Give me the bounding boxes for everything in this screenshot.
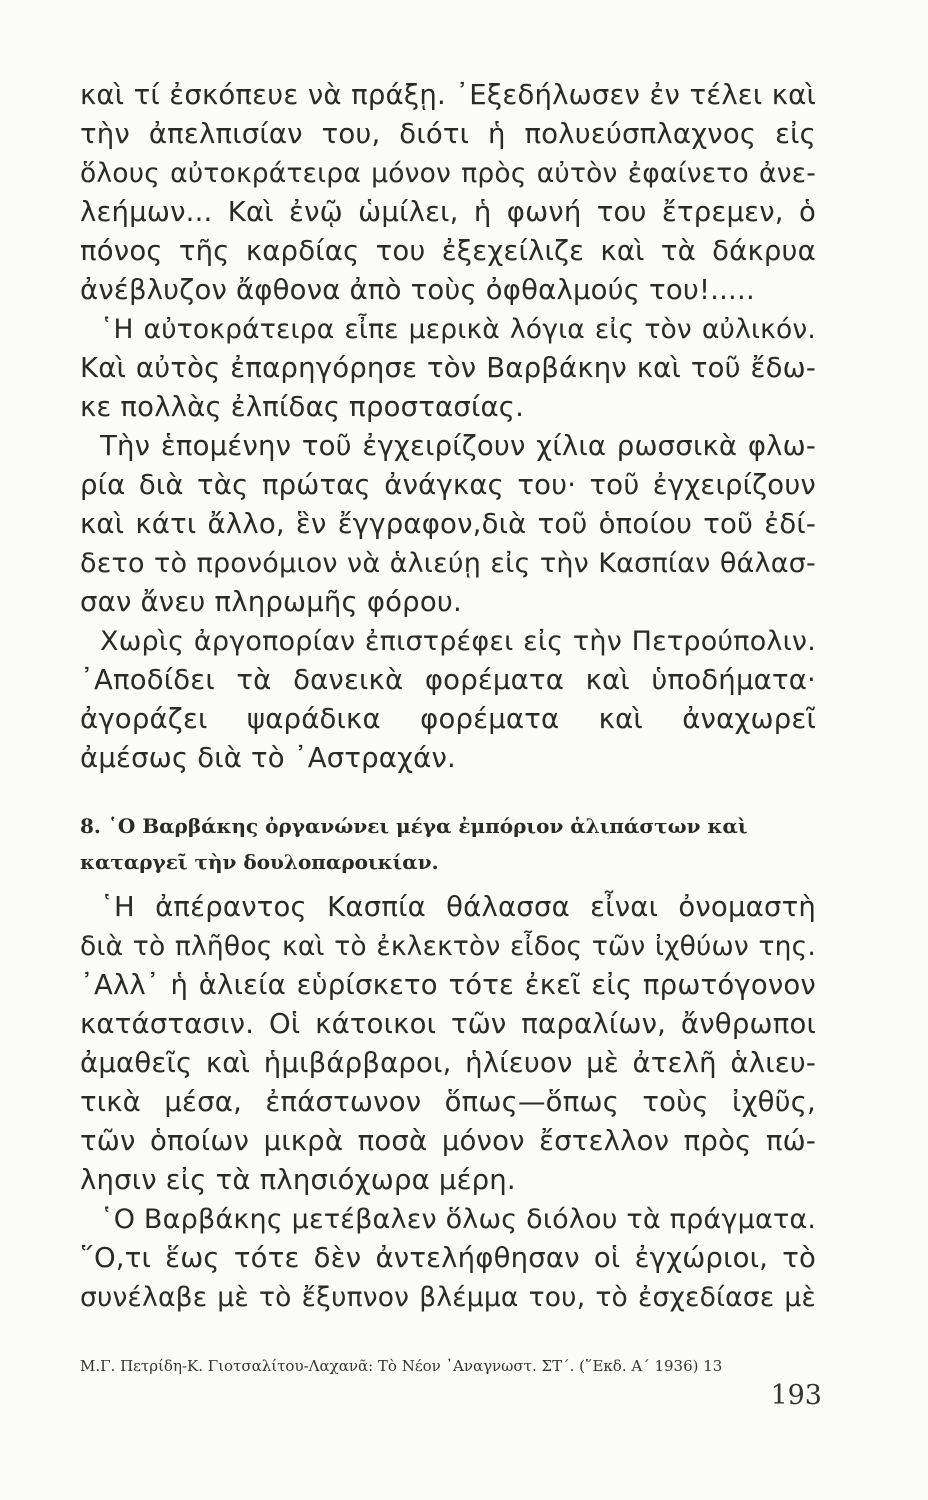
text-line: Χωρὶς ἀργοπορίαν ἐπιστρέφει εἰς τὴν Πετρούπολιν. (100, 626, 816, 657)
text-line: λησιν εἰς τὰ πλησιόχωρα μέρη. (80, 1164, 516, 1196)
text-line: ἀμαθεῖς καὶ ἡμιβάρβαροι, ἡλίευον μὲ ἀτελῆ ἁλιευ- (80, 1047, 816, 1079)
section-heading (80, 808, 816, 880)
text-line: ᾿Αλλ᾿ ἡ ἁλιεία εὑρίσκετο τότε ἐκεῖ εἰς πρωτόγονον (80, 969, 816, 1001)
text-line: ᾿Αποδίδει τὰ δανεικὰ φορέματα καὶ ὑποδήματα· (80, 664, 816, 696)
section-heading-line: καταργεῖ τὴν δουλοπαροικίαν. (80, 850, 439, 874)
text-line: τικὰ μέσα, ἐπάστωνον ὅπως—ὅπως τοὺς ἰχθῦς, (80, 1086, 816, 1118)
text-line: Καὶ αὐτὸς ἐπαρηγόρησε τὸν Βαρβάκην καὶ τοῦ ἔδω- (80, 352, 816, 384)
text-line: ὅλους αὐτοκράτειρα μόνον πρὸς αὐτὸν ἐφαίνετο ἀνε- (80, 158, 816, 189)
text-line: καὶ τί ἐσκόπευε νὰ πράξῃ. ᾿Εξεδήλωσεν ἐν τέλει καὶ (80, 79, 816, 111)
text-line: ἀγοράζει ψαράδικα φορέματα καὶ ἀναχωρεῖ (80, 703, 816, 735)
text-line: δετο τὸ προνόμιον νὰ ἁλιεύῃ εἰς τὴν Κασπίαν θάλασ- (80, 548, 816, 579)
page-number: 193 (770, 1380, 822, 1411)
text-line: κατάστασιν. Οἱ κάτοικοι τῶν παραλίων, ἄνθρωποι (80, 1008, 816, 1040)
section-heading-line: 8. ῾Ο Βαρβάκης ὀργανώνει μέγα ἐμπόριον ἁλιπάστων καὶ (80, 814, 748, 838)
body-text-bottom (80, 888, 816, 1317)
text-line: λεήμων... Καὶ ἐνῷ ὡμίλει, ἡ φωνή του ἔτρεμεν, ὁ (80, 196, 816, 228)
text-line: ῾Η αὐτοκράτειρα εἶπε μερικὰ λόγια εἰς τὸν αὐλικόν. (100, 314, 816, 345)
text-line: ῞Ο,τι ἕως τότε δὲν ἀντελήφθησαν οἱ ἐγχώριοι, τὸ (80, 1242, 816, 1274)
text-line: ἀνέβλυζον ἄφθονα ἀπὸ τοὺς ὀφθαλμούς του!..... (80, 274, 755, 306)
text-line: συνέλαβε μὲ τὸ ἔξυπνον βλέμμα του, τὸ ἐσχεδίασε μὲ (80, 1282, 816, 1313)
text-line: κε πολλὰς ἐλπίδας προστασίας. (80, 391, 525, 423)
text-line: ἀμέσως διὰ τὸ ᾿Αστραχάν. (80, 742, 456, 774)
text-line: τῶν ὁποίων μικρὰ ποσὰ μόνον ἔστελλον πρὸς πώ- (80, 1125, 816, 1157)
text-line: πόνος τῆς καρδίας του ἐξεχείλιζε καὶ τὰ δάκρυα (80, 235, 816, 267)
text-line: ρία διὰ τὰς πρώτας ἀνάγκας του· τοῦ ἐγχειρίζουν (80, 469, 816, 501)
text-line: ῾Η ἀπέραντος Κασπία θάλασσα εἶναι ὀνομαστὴ (100, 891, 816, 923)
text-line: καὶ κάτι ἄλλο, ἓν ἔγγραφον,διὰ τοῦ ὁποίου τοῦ ἐδί- (80, 508, 816, 540)
text-line: ῾Ο Βαρβάκης μετέβαλεν ὅλως διόλου τὰ πράγματα. (100, 1204, 817, 1235)
text-line: Τὴν ἑπομένην τοῦ ἐγχειρίζουν χίλια ρωσσικὰ φλω- (100, 430, 816, 462)
text-line: τὴν ἀπελπισίαν του, διότι ἡ πολυεύσπλαχνος εἰς (80, 118, 816, 150)
text-line: διὰ τὸ πλῆθος καὶ τὸ ἐκλεκτὸν εἶδος τῶν ἰχθύων της. (80, 931, 816, 962)
footer-citation: Μ.Γ. Πετρίδη-Κ. Γιοτσαλίτου-Λαχανᾶ: Τὸ Νέον ᾿Αναγνωστ. ΣΤ΄. (῞Εκδ. Α΄ 1936) 13 (80, 1357, 723, 1375)
text-line: σαν ἄνευ πληρωμῆς φόρου. (80, 586, 462, 618)
body-text-top (80, 76, 816, 778)
